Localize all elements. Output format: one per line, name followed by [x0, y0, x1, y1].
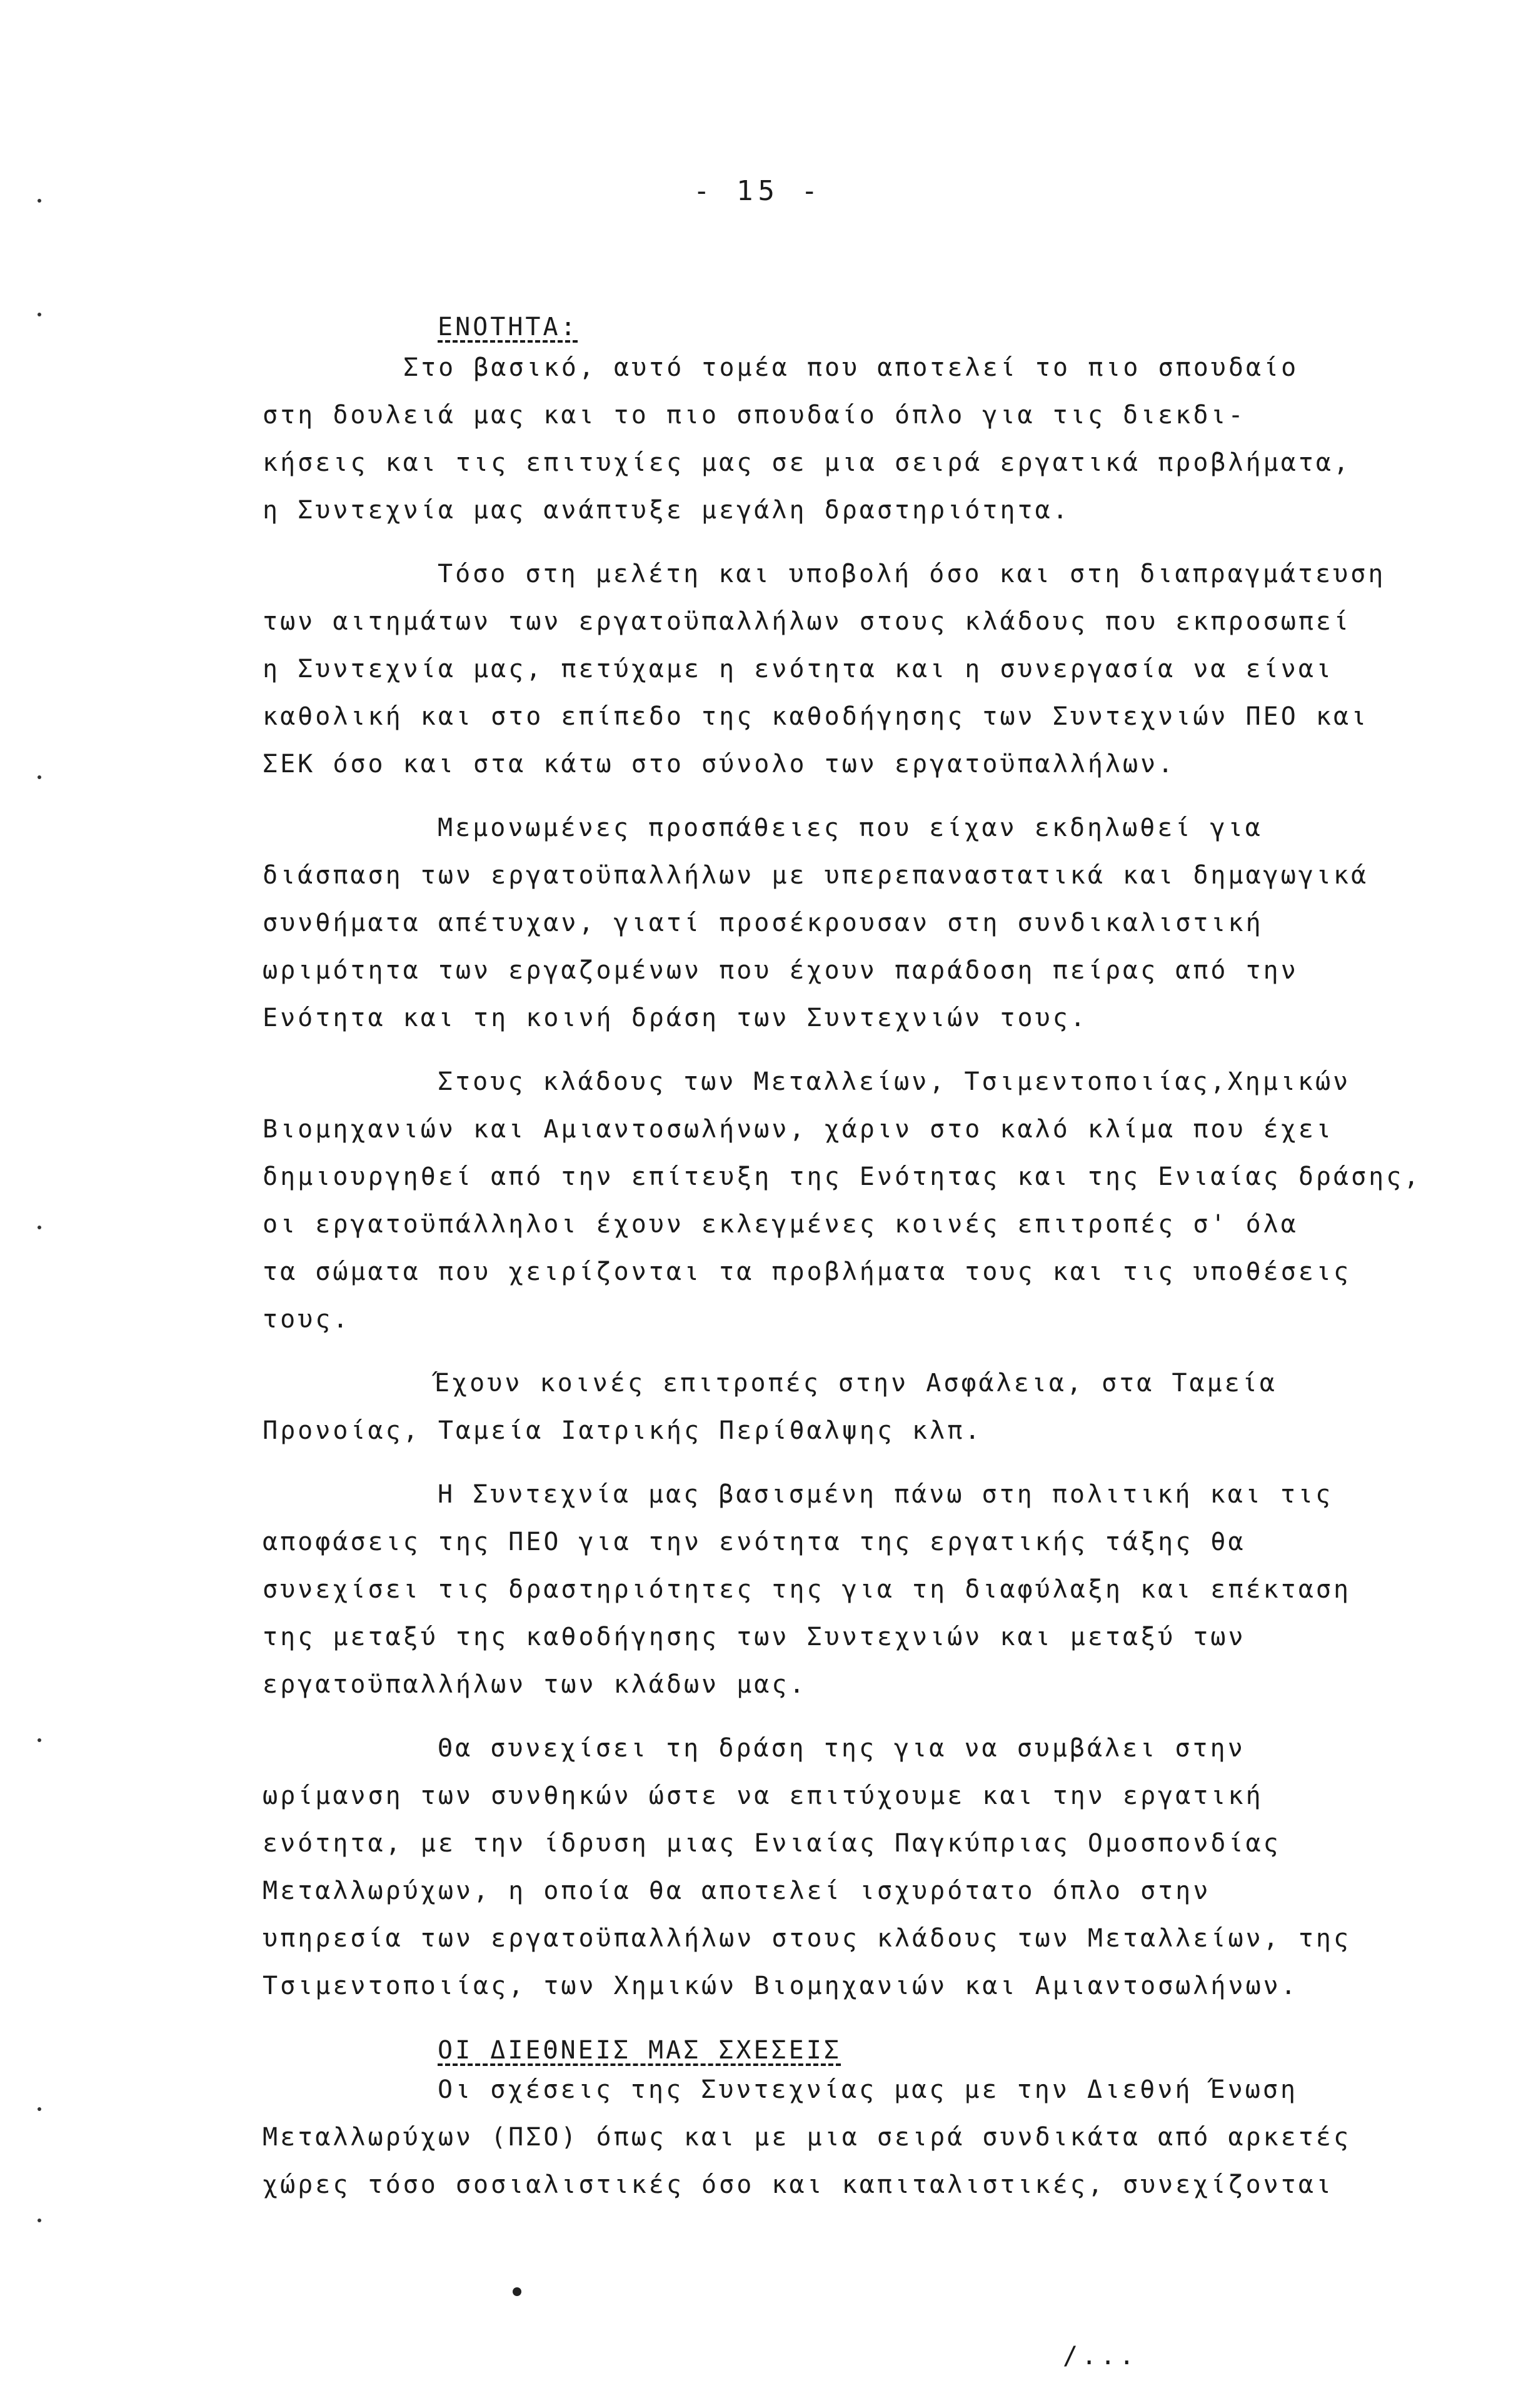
scan-mark: [38, 1738, 41, 1742]
text-line: εργατοϋπαλλήλων των κλάδων μας.: [263, 1670, 807, 1699]
text-line: Προνοίας, Ταμεία Ιατρικής Περίθαλψης κλπ.: [263, 1416, 983, 1445]
text-line: Μεταλλωρύχων, η οποία θα αποτελεί ισχυρότατο όπλο στην: [263, 1877, 1211, 1905]
scan-mark: [38, 199, 41, 203]
scan-dot: [513, 2287, 521, 2296]
text-line: η Συντεχνία μας, πετύχαμε η ενότητα και η συνεργασία να είναι: [263, 655, 1334, 683]
text-line: Έχουν κοινές επιτροπές στην Ασφάλεια, στα Ταμεία: [434, 1369, 1277, 1398]
text-line: η Συντεχνία μας ανάπτυξε μεγάλη δραστηριότητα.: [263, 496, 1070, 525]
text-line: συνεχίσει τις δραστηριότητες της για τη διαφύλαξη και επέκταση: [263, 1575, 1352, 1604]
page-number: - 15 -: [693, 175, 823, 207]
text-line: στη δουλειά μας και το πιο σπουδαίο όπλο για τις διεκδι-: [263, 401, 1246, 430]
text-line: ωριμότητα των εργαζομένων που έχουν παράδοση πείρας από την: [263, 956, 1298, 985]
text-line: της μεταξύ της καθοδήγησης των Συντεχνιών και μεταξύ των: [263, 1623, 1246, 1651]
text-line: Στο βασικό, αυτό τομέα που αποτελεί το πιο σπουδαίο: [403, 353, 1299, 382]
text-line: καθολική και στο επίπεδο της καθοδήγησης των Συντεχνιών ΠΕΟ και: [263, 702, 1369, 731]
scan-mark: [38, 1226, 41, 1229]
text-line: αποφάσεις της ΠΕΟ για την ενότητα της εργατικής τάξης θα: [263, 1528, 1246, 1556]
text-line: Οι σχέσεις της Συντεχνίας μας με την Διεθνή Ένωση: [438, 2075, 1298, 2104]
text-line: κήσεις και τις επιτυχίες μας σε μια σειρά εργατικά προβλήματα,: [263, 448, 1352, 477]
text-line: Στους κλάδους των Μεταλλείων, Τσιμεντοποιίας,Χημικών: [438, 1067, 1351, 1096]
text-line: διάσπαση των εργατοϋπαλλήλων με υπερεπαναστατικά και δημαγωγικά: [263, 861, 1369, 890]
text-line: ΣΕΚ όσο και στα κάτω στο σύνολο των εργατοϋπαλλήλων.: [263, 750, 1176, 778]
text-line: Μεταλλωρύχων (ΠΣΟ) όπως και με μια σειρά συνδικάτα από αρκετές: [263, 2123, 1352, 2152]
text-line: ωρίμανση των συνθηκών ώστε να επιτύχουμε και την εργατική: [263, 1781, 1263, 1810]
text-line: Τόσο στη μελέτη και υποβολή όσο και στη διαπραγμάτευση: [438, 560, 1386, 588]
section-heading-unity: ΕΝΟΤΗΤΑ:: [438, 313, 578, 341]
text-line: τους.: [263, 1305, 351, 1334]
text-line: Ενότητα και τη κοινή δράση των Συντεχνιών τους.: [263, 1004, 1088, 1032]
scan-mark: [38, 2107, 41, 2111]
text-line: Τσιμεντοποιίας, των Χημικών Βιομηχανιών και Αμιαντοσωλήνων.: [263, 1972, 1298, 2000]
section-heading-international-relations: ΟΙ ΔΙΕΘΝΕΙΣ ΜΑΣ ΣΧΕΣΕΙΣ: [438, 2036, 841, 2065]
text-line: Μεμονωμένες προσπάθειες που είχαν εκδηλωθεί για: [438, 814, 1263, 842]
text-line: τα σώματα που χειρίζονται τα προβλήματα τους και τις υποθέσεις: [263, 1257, 1352, 1286]
text-line: υπηρεσία των εργατοϋπαλλήλων στους κλάδους των Μεταλλείων, της: [263, 1924, 1352, 1953]
text-line: οι εργατοϋπάλληλοι έχουν εκλεγμένες κοινές επιτροπές σ' όλα: [263, 1210, 1298, 1239]
text-line: Βιομηχανιών και Αμιαντοσωλήνων, χάριν στο καλό κλίμα που έχει: [263, 1115, 1334, 1144]
text-line: Θα συνεχίσει τη δράση της για να συμβάλει στην: [438, 1734, 1245, 1763]
text-line: χώρες τόσο σοσιαλιστικές όσο και καπιταλιστικές, συνεχίζονται: [263, 2170, 1334, 2199]
scan-mark: [38, 775, 41, 779]
scan-mark: [38, 313, 41, 316]
text-line: ενότητα, με την ίδρυση μιας Ενιαίας Παγκύπριας Ομοσπονδίας: [263, 1829, 1281, 1858]
scan-mark: [38, 2219, 41, 2222]
text-line: των αιτημάτων των εργατοϋπαλλήλων στους κλάδους που εκπροσωπεί: [263, 607, 1352, 636]
continuation-marker: /...: [1063, 2342, 1138, 2370]
text-line: συνθήματα απέτυχαν, γιατί προσέκρουσαν στη συνδικαλιστική: [263, 909, 1263, 937]
text-line: δημιουργηθεί από την επίτευξη της Ενότητας και της Ενιαίας δράσης,: [263, 1162, 1422, 1191]
text-line: Η Συντεχνία μας βασισμένη πάνω στη πολιτική και τις: [438, 1480, 1333, 1509]
